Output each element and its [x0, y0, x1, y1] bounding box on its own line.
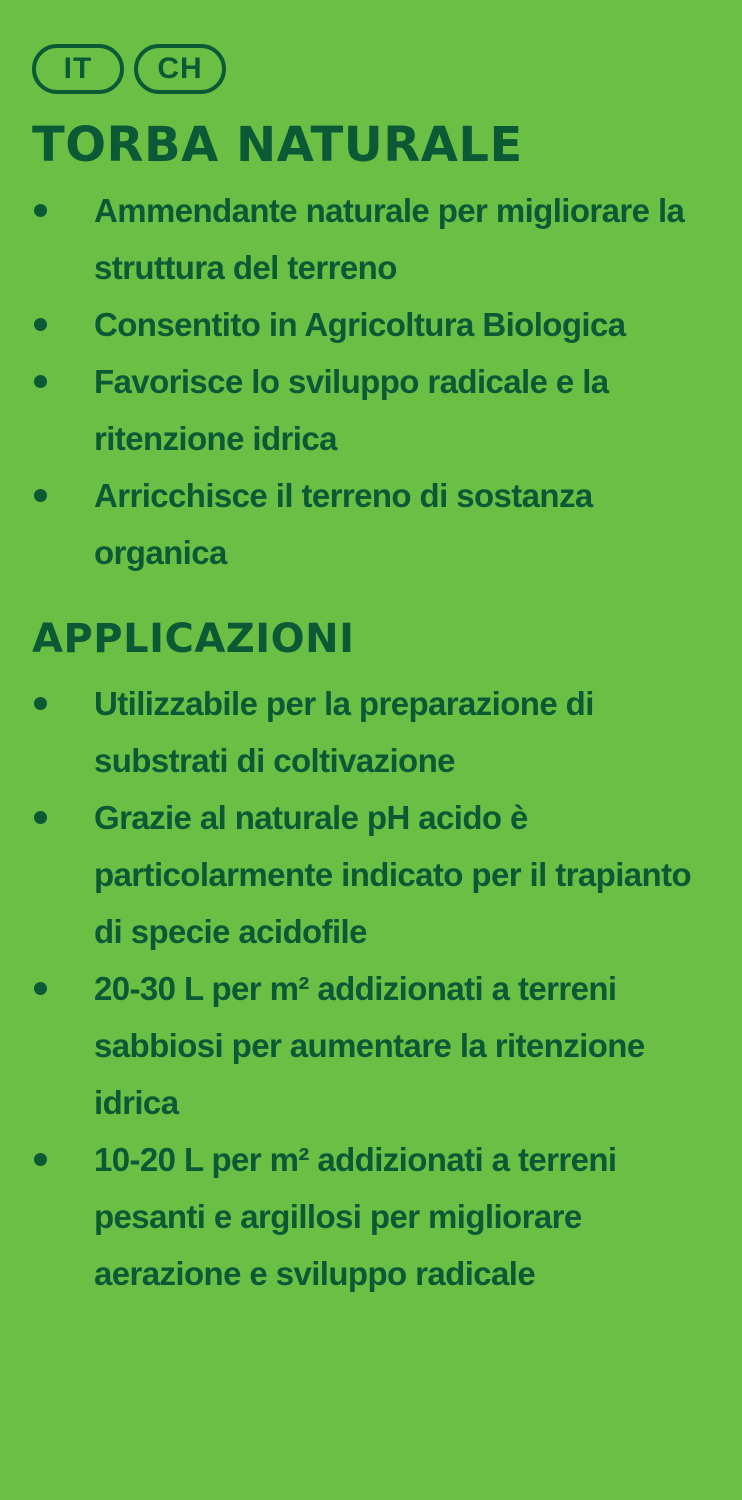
bullet-icon — [34, 697, 47, 710]
feature-item — [32, 353, 718, 467]
bullet-icon — [34, 811, 47, 824]
country-badges — [32, 44, 718, 94]
feature-item — [32, 182, 718, 296]
feature-item — [32, 296, 718, 353]
application-text: Utilizzabile per la preparazione di substrati di coltivazione — [94, 685, 594, 779]
feature-item — [32, 467, 718, 581]
feature-text: Ammendante naturale per migliorare la struttura del terreno — [94, 192, 685, 286]
applications-list — [32, 675, 718, 1302]
product-title: TORBA NATURALE — [32, 117, 523, 173]
bullet-icon — [34, 204, 47, 217]
country-badge-it: IT — [32, 44, 124, 94]
bullet-icon — [34, 318, 47, 331]
application-item — [32, 789, 718, 960]
bullet-icon — [34, 1153, 47, 1166]
feature-text: Favorisce lo sviluppo radicale e la ritenzione idrica — [94, 363, 609, 457]
application-text: 20-30 L per m² addizionati a terreni sabbiosi per aumentare la ritenzione idrica — [94, 970, 645, 1121]
feature-text: Consentito in Agricoltura Biologica — [94, 306, 626, 343]
bullet-icon — [34, 489, 47, 502]
application-item — [32, 1131, 718, 1302]
application-item — [32, 960, 718, 1131]
country-badge-ch: CH — [134, 44, 226, 94]
feature-text: Arricchisce il terreno di sostanza organica — [94, 477, 593, 571]
bullet-icon — [34, 375, 47, 388]
applications-heading: APPLICAZIONI — [32, 616, 355, 662]
feature-list — [32, 182, 718, 581]
application-item — [32, 675, 718, 789]
bullet-icon — [34, 982, 47, 995]
application-text: Grazie al naturale pH acido è particolarmente indicato per il trapianto di specie acidofile — [94, 799, 692, 950]
application-text: 10-20 L per m² addizionati a terreni pesanti e argillosi per migliorare aerazione e sviluppo radicale — [94, 1141, 617, 1292]
